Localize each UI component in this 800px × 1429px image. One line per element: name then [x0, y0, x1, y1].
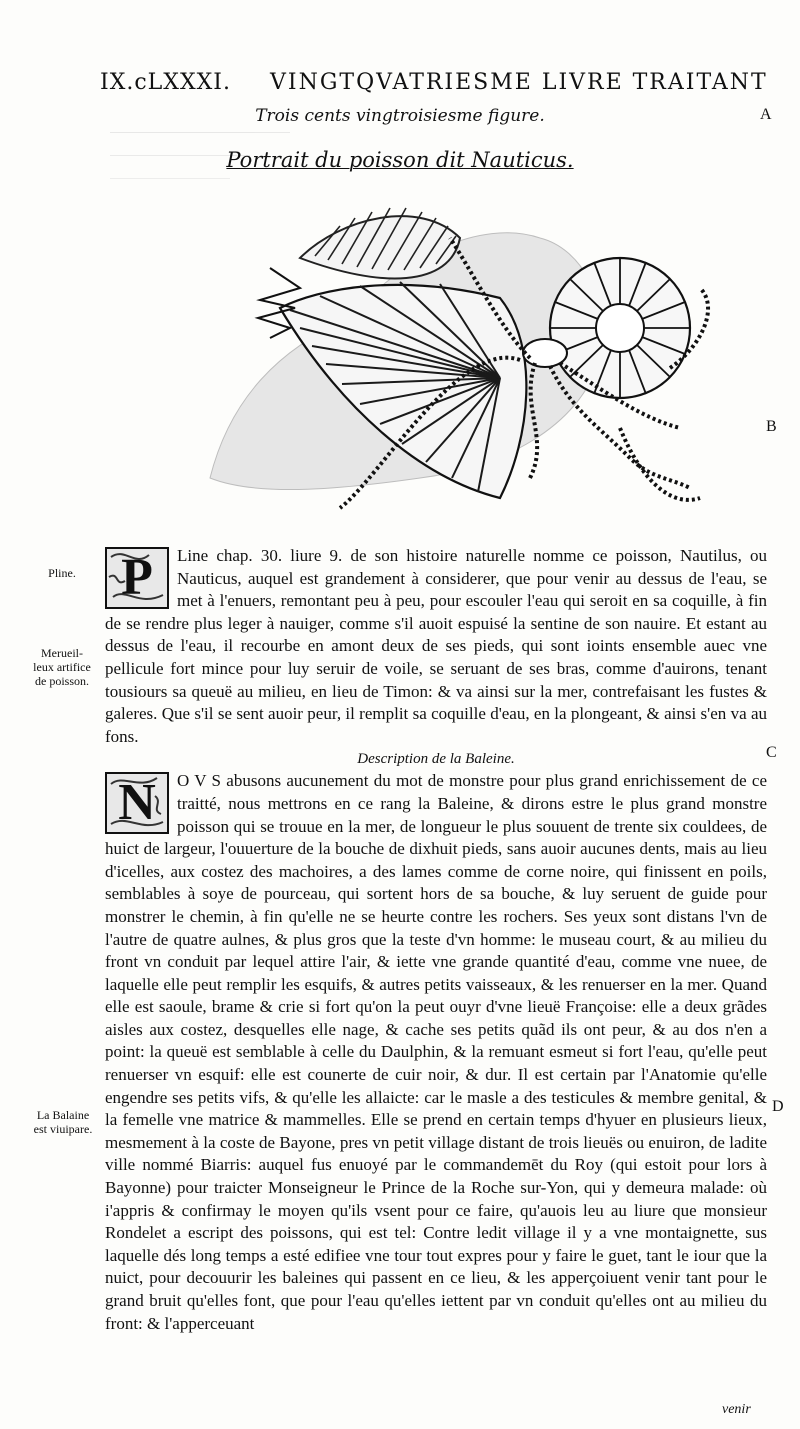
paragraph-nautilus [105, 545, 767, 748]
sidenote-line: est viuipare. [33, 1122, 93, 1136]
page-header [100, 70, 768, 100]
sidenote-line: leux artifice [33, 660, 91, 674]
running-title: VINGTQVATRIESME LIVRE TRAITANT [270, 70, 768, 95]
catchword: venir [722, 1402, 751, 1417]
dropcap-n [105, 772, 169, 834]
margin-letter-a: A [760, 106, 772, 123]
margin-letter-c: C [766, 744, 777, 761]
sidenote-line: Merueil- [41, 646, 83, 660]
body-text [105, 545, 767, 1335]
nautilus-woodcut-illustration [200, 178, 760, 533]
dropcap-p [105, 547, 169, 609]
folio-number: IX.cLXXXI. [100, 70, 231, 95]
margin-letter-b: B [766, 418, 777, 435]
sidenote-pline-text: Pline. [48, 566, 76, 580]
sidenote-line: La Balaine [36, 1108, 90, 1122]
sidenote-line: de poisson. [35, 674, 89, 688]
paragraph-nautilus-text: Line chap. 30. liure 9. de son histoire naturelle nomme ce poisson, Nautilus, ou Nauticus, auquel est grandement à considerer, que pour venir au dessus de l'eau, se met à l'enuers, remontant peu à peu, pour escouler l'eau qui seroit en sa coquille, à fin de se rendre plus leger à nauiger, comme s'il auoit espuisé la sentine de son nauire. Et estant au dessus de l'eau, il recourbe en amont deux de ses pieds, qui sont ioints ensemble auec vne pellicule fort mince pour luy seruir de voile, se seruant de ses bras, comme d'auirons, tenant tousiours sa queuë au milieu, en lieu de Timon: & va ainsi sur la mer, contrefaisant les fustes & galeres. Que s'il se sent auoir peur, il remplit sa coquille d'eau, en la plongeant, & ainsi s'en va au fons. [105, 546, 767, 746]
figure-number: Trois cents vingtroisiesme figure. [255, 106, 545, 126]
sidenote-pline [22, 566, 102, 580]
dropcap-letter: N [118, 774, 156, 832]
figure-caption: Portrait du poisson dit Nauticus. [226, 148, 574, 172]
dropcap-letter: P [121, 548, 153, 606]
section-title-baleine: Description de la Baleine. [357, 751, 515, 768]
sidenote-merveilleux [20, 646, 104, 688]
paragraph-baleine-text: O V S abusons aucunement du mot de monstre pour plus grand enrichissement de ce traitté, nous mettrons en ce rang la Baleine, & dirons estre le plus grand monstre poisson qui se trouue en la mer, de longueur le plus souuent de trente six couldees, de huict de largeur, l'ouuerture de la bouche de dixhuit pieds, sans auoir aucunes dents, mais au lieu d'icelles, aux costez des machoires, a des lames comme de corne noire, qui finissent en poils, semblables à soye de pourceau, qui sortent hors de sa bouche, & luy seruent de guide pour monstrer le chemin, à fin qu'elle ne se heurte contre les rochers. Ses yeux sont distans l'vn de l'autre de quatre aulnes, & plus gros que la teste d'vn homme: le museau court, & au milieu du front vn conduit par lequel attire l'air, & iette vne grande quantité d'eau, comme vne nuee, de laquelle elle peut remplir les esquifs, & autres petits vaisseaux, & les renuerser en la mer. Quand elle est saoule, brame & crie si fort qu'on la peut ouyr d'vne lieuë Françoise: elle a deux grãdes aisles aux costez, desquelles elle nage, & cache ses petits quãd ils ont peur, & au dos n'en a point: la queuë est semblable à celle du Daulphin, & la remuant esmeut si fort l'eau, qu'elle peut renuerser vn esquif: elle est counerte de cuir noir, & dur. Il est certain par l'Anatomie qu'elle engendre ses petits vifs, & qu'elle les allaicte: car le masle a des testicules & membre genital, & la femelle vne matrice & mammelles. Elle se prend en certain temps d'hyuer en plusieurs lieux, mesmement à la coste de Bayone, pres vn petit village distant de trois lieuës ou enuiron, de ladite ville nommé Biarris: auquel fus enuoyé par le commandemēt du Roy (qui estoit pour lors à Bayonne) pour traicter Monseigneur le Prince de la Roche sur-Yon, qui y demeura malade: où i'appris & confirmay le moyen qu'ils vsent pour ce faire, qu'auois leu au liure que monsieur Rondelet a escript des poissons, qui est tel: Contre ledit village il y a vne montaignette, sus laquelle dés long temps a esté edifiee vne tour tout expres pour y faire le guet, tant le iour que la nuict, pour decouurir les baleines qui passent en ce lieu, & les apperçoiuent venir tant pour le grand bruit qu'elles font, que pour l'eau qu'elles iettent par vn conduit qu'elles ont au milieu du front: & l'apperceuant [105, 771, 767, 1333]
margin-letter-d: D [772, 1098, 784, 1115]
paragraph-baleine [105, 770, 767, 1335]
sidenote-baleine [18, 1108, 108, 1136]
